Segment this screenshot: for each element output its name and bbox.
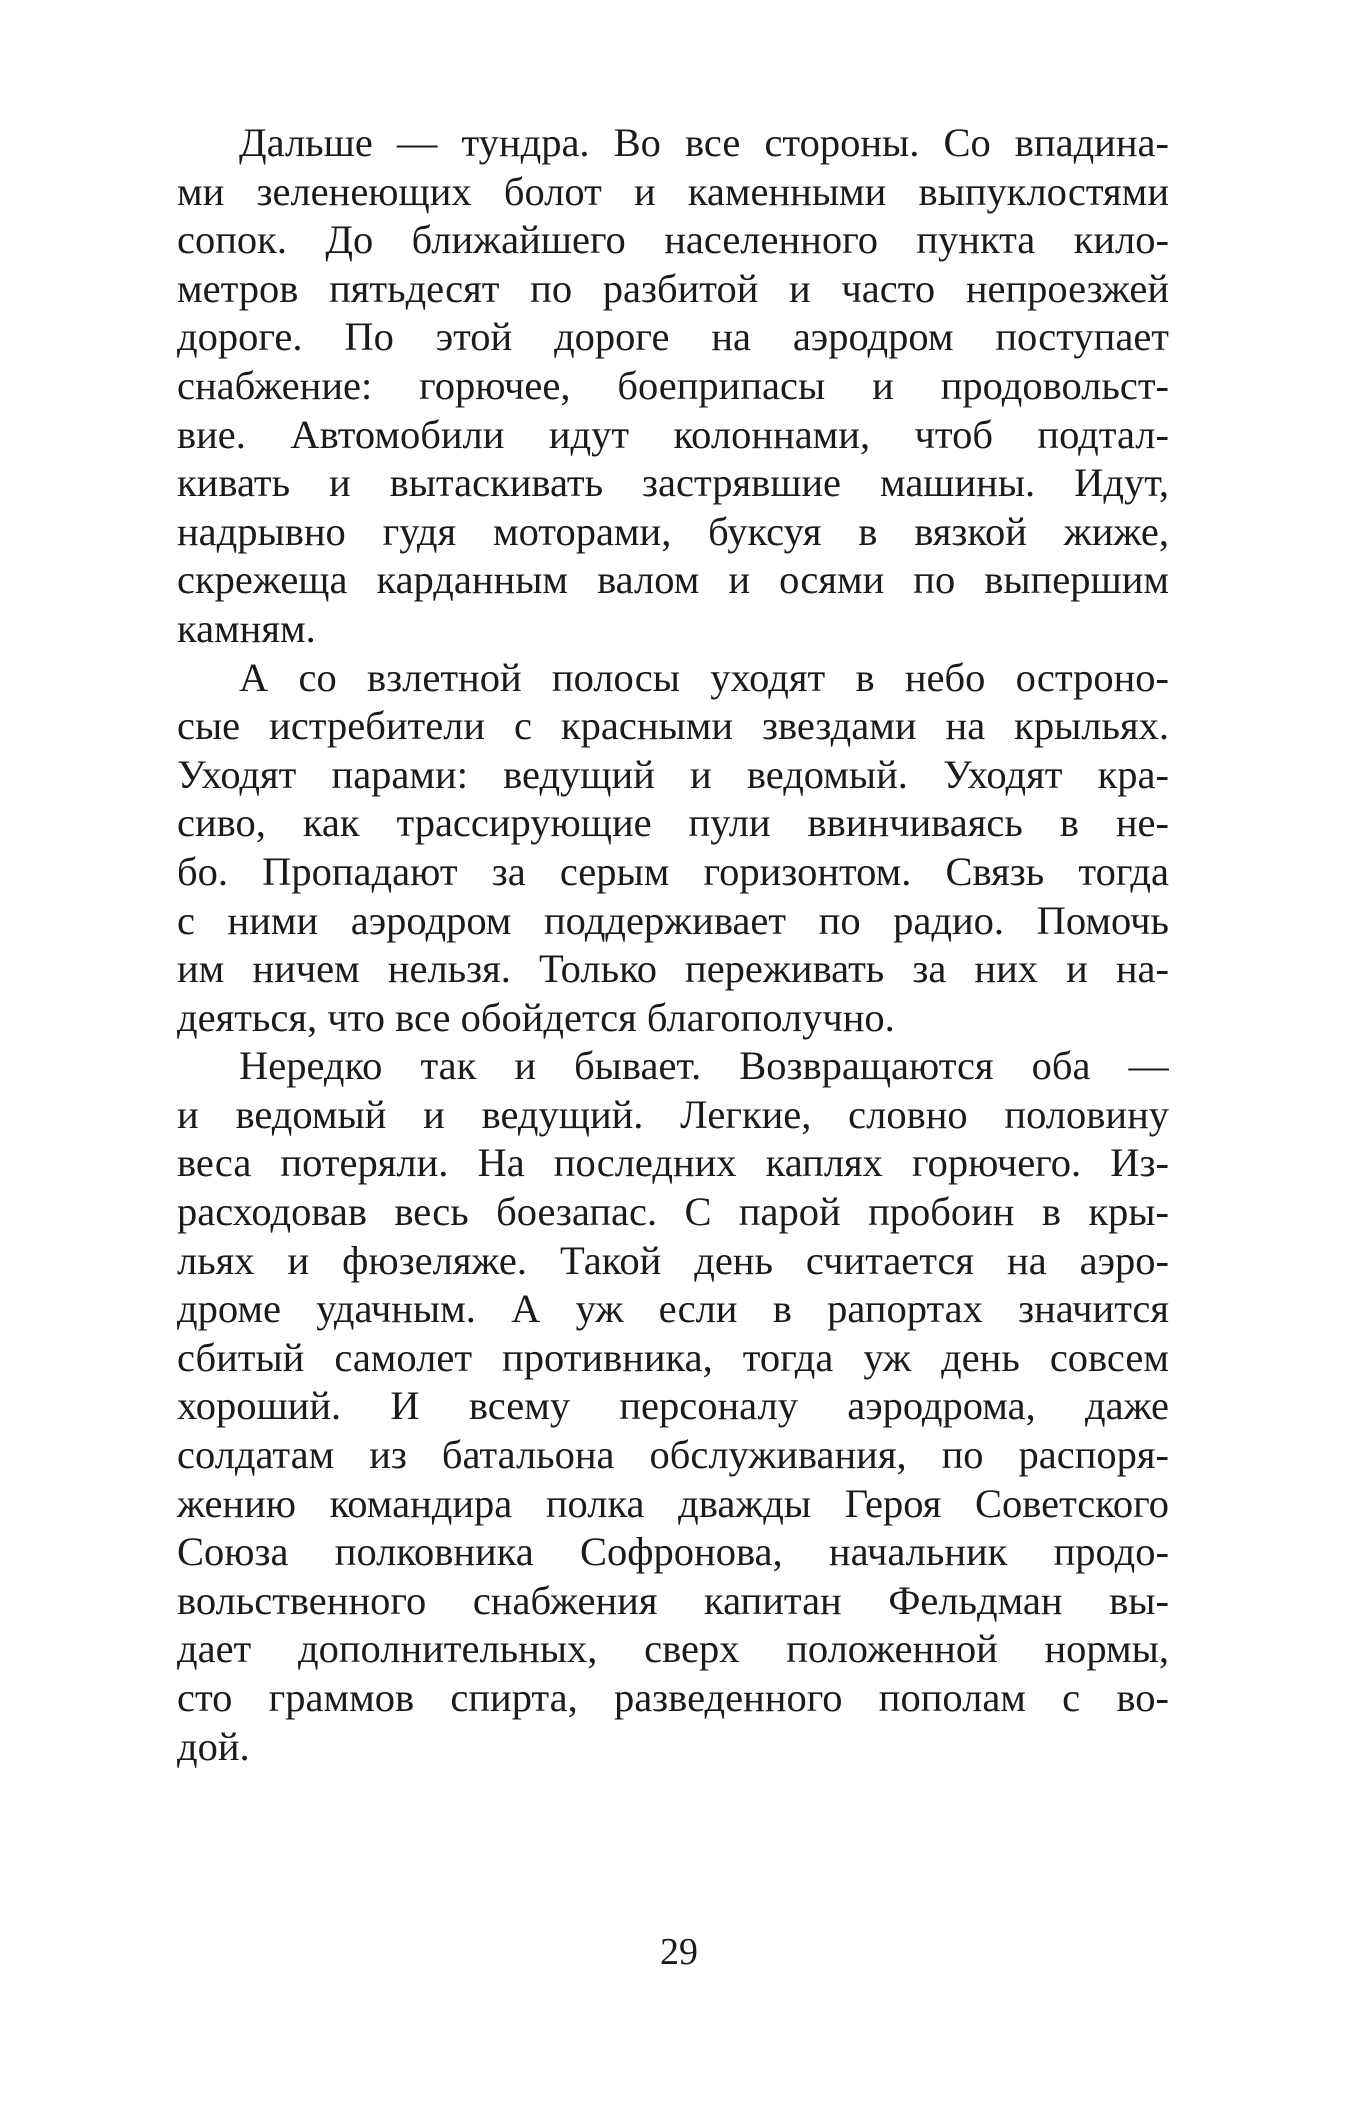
text-line: деяться, что все обойдется благополучно. xyxy=(177,994,895,1040)
text-line: жению командира полка дважды Героя Советского xyxy=(177,1480,1169,1526)
text-line: дой. xyxy=(177,1723,250,1769)
text-line: вие. Автомобили идут колоннами, чтоб подтал- xyxy=(177,411,1169,457)
text-line: Нередко так и бывает. Возвращаются оба — xyxy=(239,1043,1169,1089)
text-line: сбитый самолет противника, тогда уж день совсем xyxy=(177,1334,1169,1380)
text-line: веса потеряли. На последних каплях горючего. Из- xyxy=(177,1140,1169,1186)
text-line: сто граммов спирта, разведенного пополам с во- xyxy=(177,1675,1169,1720)
text-line: им ничем нельзя. Только переживать за них и на- xyxy=(177,946,1169,992)
text-line: метров пятьдесят по разбитой и часто непроезжей xyxy=(177,265,1169,311)
text-line: надрывно гудя моторами, буксуя в вязкой жиже, xyxy=(177,508,1169,554)
paragraph-3 xyxy=(177,1042,1169,1771)
text-line: солдатам из батальона обслуживания, по распоря- xyxy=(177,1432,1169,1478)
text-line: бо. Пропадают за серым горизонтом. Связь тогда xyxy=(177,848,1169,894)
text-line: расходовав весь боезапас. С парой пробоин в кры- xyxy=(177,1189,1169,1235)
text-line: хороший. И всему персоналу аэродрома, даже xyxy=(177,1383,1169,1429)
text-line: с ними аэродром поддерживает по радио. Помочь xyxy=(177,897,1169,943)
text-line: Дальше — тундра. Во все стороны. Со впадина- xyxy=(239,120,1169,165)
text-line: кивать и вытаскивать застрявшие машины. Идут, xyxy=(177,460,1169,506)
text-line: льях и фюзеляже. Такой день считается на аэро- xyxy=(177,1237,1169,1283)
page-number: 29 xyxy=(660,1931,698,1973)
text-line: вольственного снабжения капитан Фельдман вы- xyxy=(177,1577,1169,1623)
text-line: сопок. До ближайшего населенного пункта кило- xyxy=(177,217,1169,263)
text-line: сиво, как трассирующие пули ввинчиваясь в не- xyxy=(177,800,1169,846)
text-line: Союза полковника Софронова, начальник продо- xyxy=(177,1529,1169,1575)
text-line: дает дополнительных, сверх положенной нормы, xyxy=(177,1626,1169,1672)
text-line: снабжение: горючее, боеприпасы и продовольст- xyxy=(177,362,1169,408)
text-line: ми зеленеющих болот и каменными выпуклостями xyxy=(177,168,1169,214)
text-line: Уходят парами: ведущий и ведомый. Уходят кра- xyxy=(177,751,1169,797)
text-line: дороге. По этой дороге на аэродром поступает xyxy=(177,314,1169,360)
text-line: сые истребители с красными звездами на крыльях. xyxy=(177,703,1169,749)
text-line: камням. xyxy=(177,605,316,651)
paragraph-1 xyxy=(177,119,1169,654)
paragraph-2 xyxy=(177,654,1169,1043)
text-line: А со взлетной полосы уходят в небо остроно- xyxy=(239,654,1169,700)
text-line: дроме удачным. А уж если в рапортах значится xyxy=(177,1286,1169,1332)
text-line: и ведомый и ведущий. Легкие, словно половину xyxy=(177,1091,1169,1137)
text-line: скрежеща карданным валом и осями по выпершим xyxy=(177,557,1169,603)
page-body-text xyxy=(177,119,1169,1771)
